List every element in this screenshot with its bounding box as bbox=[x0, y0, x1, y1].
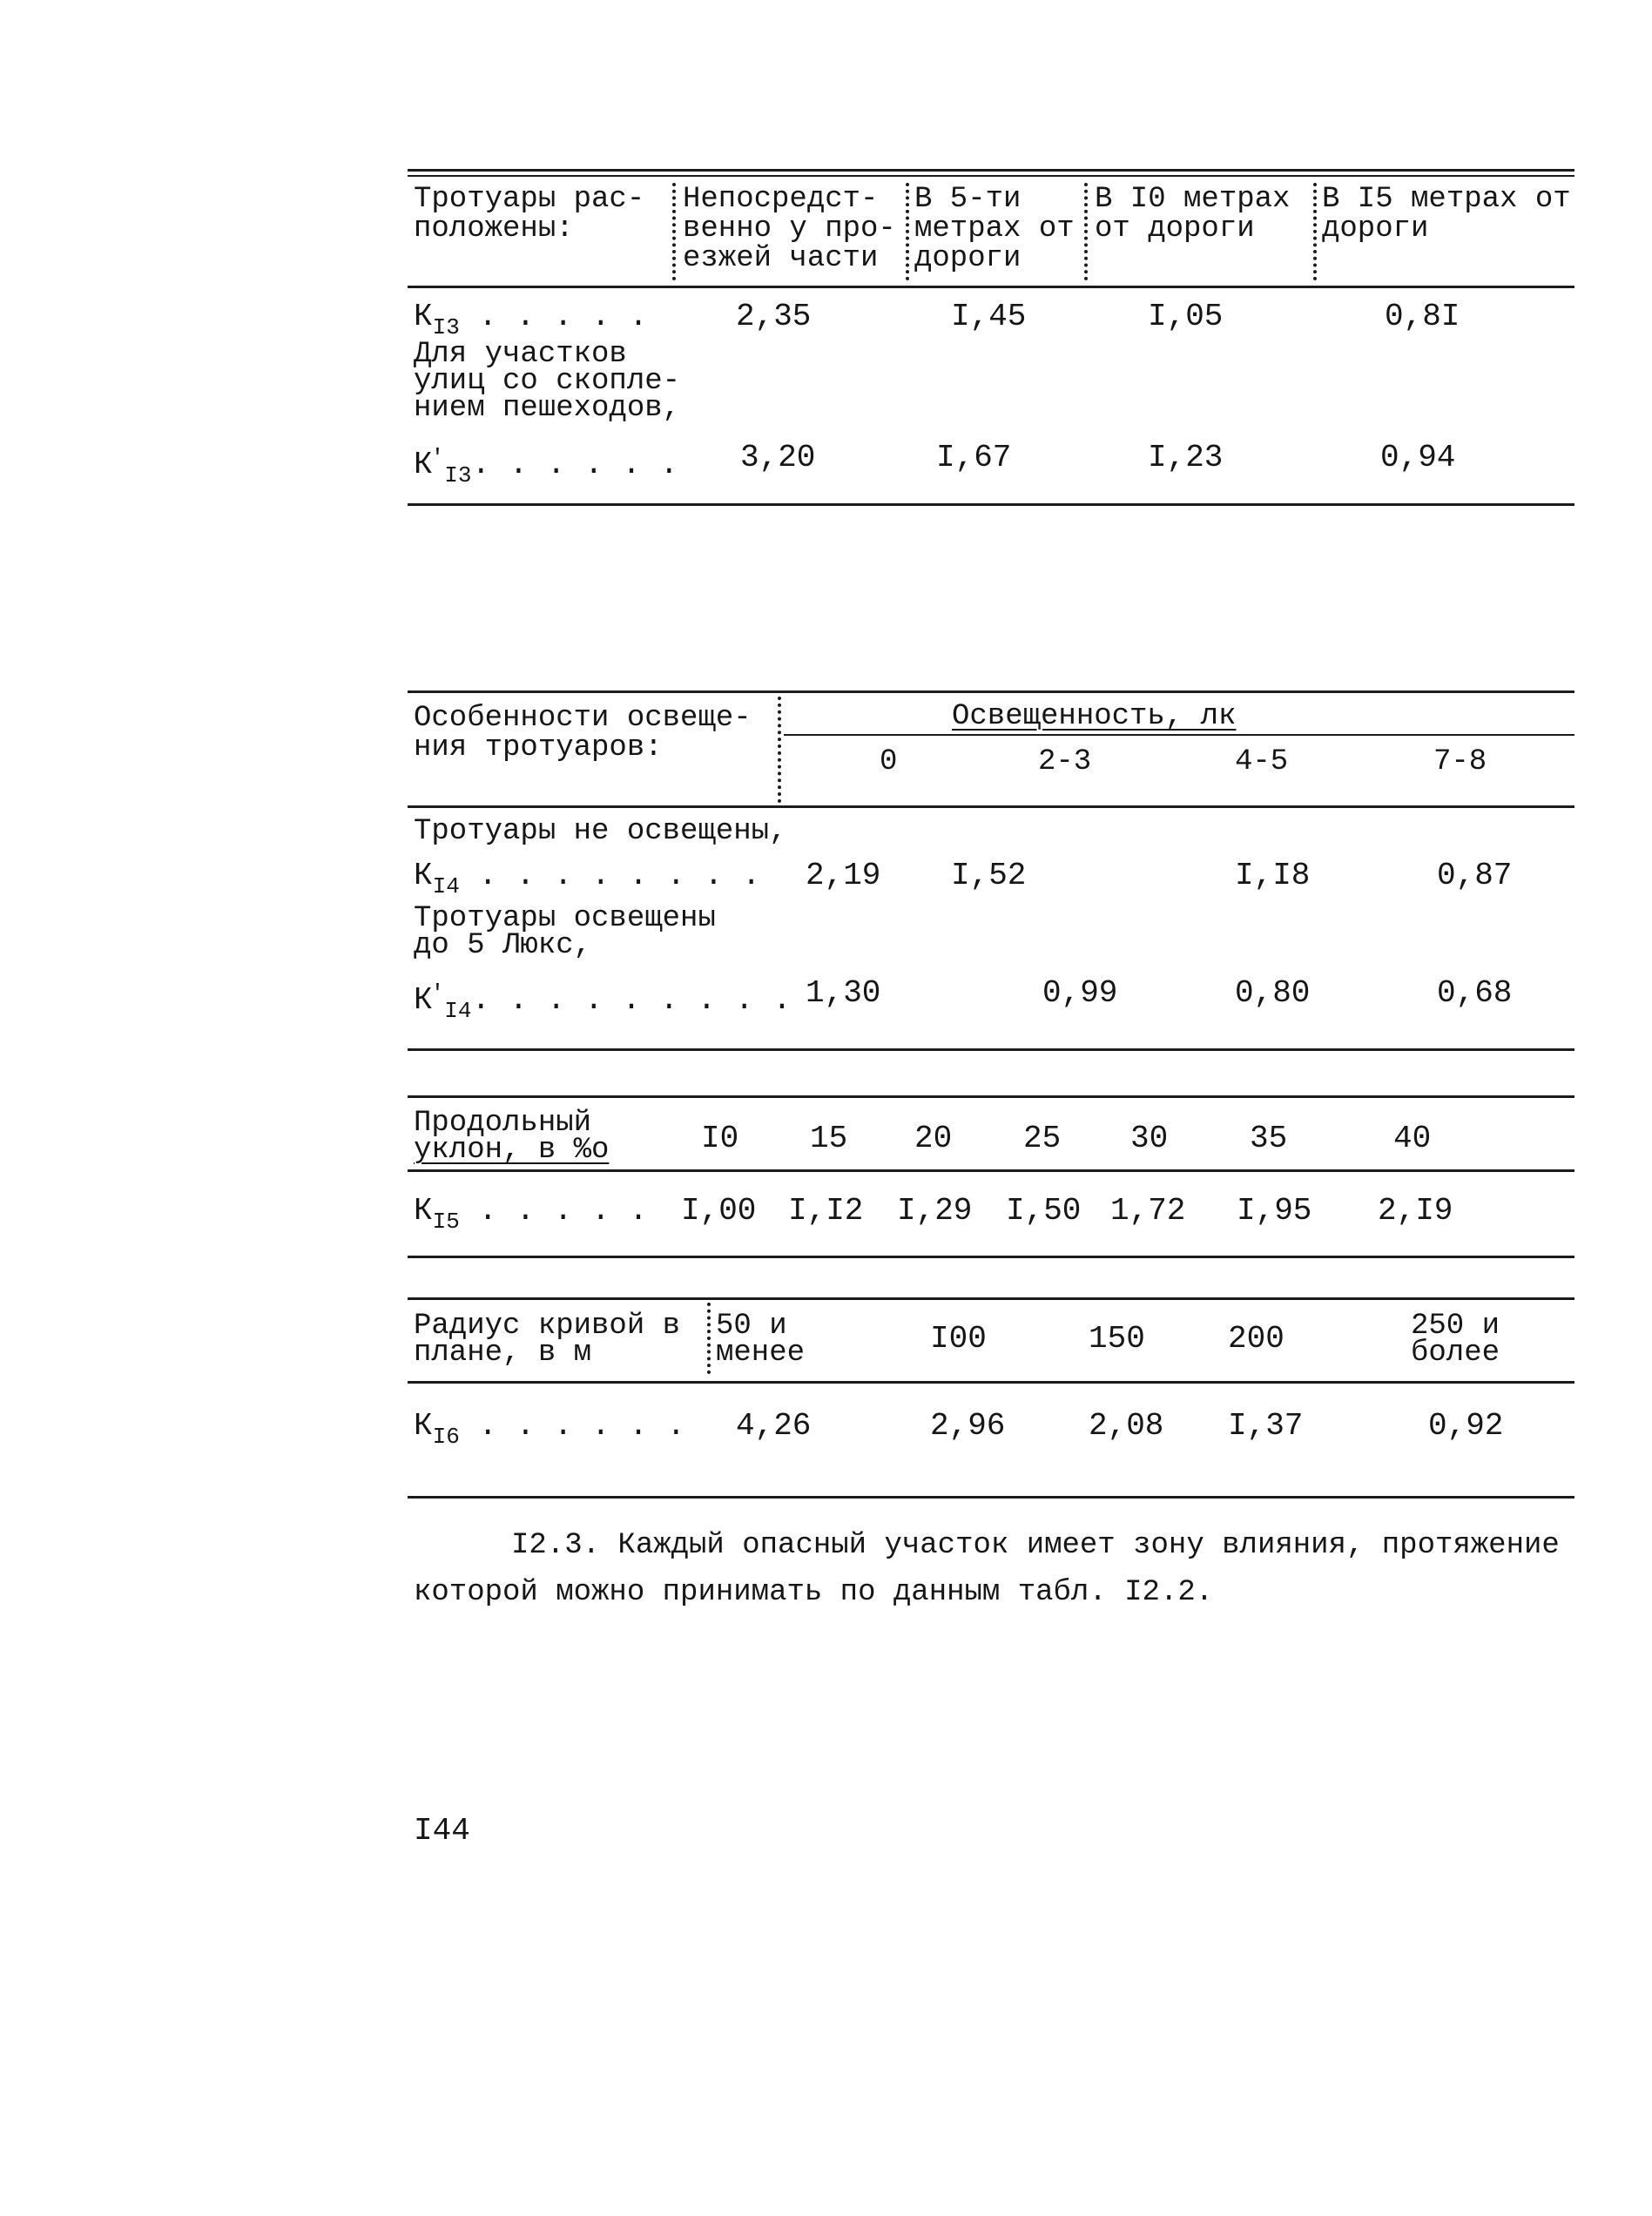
k15-col-5: 35 bbox=[1250, 1121, 1288, 1156]
k16-row-v1: 2,96 bbox=[930, 1408, 1006, 1444]
k14-col-0: 0 bbox=[880, 745, 898, 778]
k14-col-2: 4-5 bbox=[1235, 745, 1289, 778]
k13-header-col4: В I5 метрах от дороги bbox=[1322, 183, 1571, 246]
k13-row1-v3: I,05 bbox=[1148, 299, 1224, 334]
k14-col-divider bbox=[778, 697, 781, 803]
k15-col-2: 20 bbox=[914, 1121, 953, 1156]
k13-row2-label: $К'_{I3}$. . . . . . bbox=[414, 445, 679, 488]
k14-row1-v4: 0,87 bbox=[1437, 858, 1513, 893]
k13-row1-v1: 2,35 bbox=[736, 299, 812, 334]
k16-row-label: $К_{I6}$ . . . . . . bbox=[414, 1408, 686, 1450]
table-k15-bottom-rule bbox=[408, 1256, 1574, 1258]
k15-header-label: Продольный уклон, в %о bbox=[414, 1107, 610, 1167]
k14-group-rule bbox=[784, 734, 1574, 736]
k16-row-v0: 4,26 bbox=[736, 1408, 812, 1444]
k13-row2-v1: 3,20 bbox=[740, 440, 816, 475]
k14-group-header: Освещенность, лк bbox=[952, 700, 1237, 733]
k14-row1-v3: I,I8 bbox=[1235, 858, 1311, 893]
k16-row-v2: 2,08 bbox=[1089, 1408, 1164, 1444]
k16-col-4: 250 и более bbox=[1411, 1310, 1500, 1370]
k13-col-divider-1 bbox=[672, 183, 676, 280]
k14-row2-label: $К'_{I4}$. . . . . . . . . bbox=[414, 980, 792, 1024]
table-k16-header-rule bbox=[408, 1381, 1574, 1384]
k14-row1-v1: 2,19 bbox=[806, 858, 881, 893]
k14-col-3: 7-8 bbox=[1433, 745, 1487, 778]
k15-row-label: $К_{I5}$ . . . . . bbox=[414, 1193, 648, 1235]
k13-row1-v4: 0,8I bbox=[1385, 299, 1460, 334]
k15-row-v3: I,50 bbox=[1006, 1193, 1082, 1229]
body-paragraph: I2.3. Каждый опасный участок имеет зону влияния, протяжение которой можно принимать по данным табл. I2.2. bbox=[414, 1529, 1560, 1609]
k15-col-6: 40 bbox=[1393, 1121, 1432, 1156]
k14-header-col0: Особенности освеще- ния тротуаров: bbox=[414, 702, 752, 764]
k15-row-v1: I,I2 bbox=[788, 1193, 864, 1229]
k16-row-v4: 0,92 bbox=[1428, 1408, 1504, 1444]
table-k14-header-rule bbox=[408, 805, 1574, 808]
k16-header-label: Радиус кривой в плане, в м bbox=[414, 1310, 681, 1370]
table-k13-bottom-rule bbox=[408, 503, 1574, 506]
k13-col-divider-2 bbox=[906, 183, 909, 280]
k14-row2-v2: 0,99 bbox=[1042, 975, 1118, 1011]
k13-header-col1: Непосредст- венно у про- езжей части bbox=[683, 183, 896, 275]
table-k14-top-rule bbox=[408, 690, 1574, 693]
table-k13-top-rule bbox=[408, 169, 1574, 172]
k13-header-col3: В I0 метрах от дороги bbox=[1095, 183, 1291, 246]
k13-header-col0: Тротуары рас- положены: bbox=[414, 183, 645, 246]
k13-row1-label: $К_{I3}$ . . . . . bbox=[414, 299, 648, 340]
page-number: I44 bbox=[414, 1813, 470, 1849]
k15-col-1: 15 bbox=[810, 1121, 848, 1156]
k14-row1-title: Тротуары не освещены, bbox=[414, 815, 787, 848]
k14-row1-v2: I,52 bbox=[951, 858, 1027, 893]
k13-row1-v2: I,45 bbox=[951, 299, 1027, 334]
table-k16-bottom-rule bbox=[408, 1496, 1574, 1499]
table-k16-top-rule bbox=[408, 1297, 1574, 1300]
k13-header-col2: В 5-ти метрах от дороги bbox=[914, 183, 1075, 275]
k14-row2-v3: 0,80 bbox=[1235, 975, 1311, 1011]
k16-col-3: 200 bbox=[1228, 1321, 1285, 1357]
k15-row-v6: 2,I9 bbox=[1378, 1193, 1453, 1229]
table-k13-header-rule bbox=[408, 286, 1574, 288]
k13-col-divider-4 bbox=[1313, 183, 1317, 280]
k13-note: Для участков улиц со скопле- нием пешеходов, bbox=[414, 338, 681, 425]
k14-col-1: 2-3 bbox=[1038, 745, 1092, 778]
k15-row-v2: I,29 bbox=[897, 1193, 973, 1229]
table-k13-top-rule-2 bbox=[408, 175, 1574, 177]
k14-row2-title: Тротуары освещены до 5 Люкс, bbox=[414, 902, 716, 962]
k15-col-0: I0 bbox=[701, 1121, 739, 1156]
table-k14-bottom-rule bbox=[408, 1048, 1574, 1051]
k15-row-v0: I,00 bbox=[681, 1193, 757, 1229]
k15-col-4: 30 bbox=[1130, 1121, 1169, 1156]
k13-row2-v3: I,23 bbox=[1148, 440, 1224, 475]
k13-row2-v4: 0,94 bbox=[1380, 440, 1456, 475]
k13-col-divider-3 bbox=[1084, 183, 1088, 280]
k16-col-1: I00 bbox=[930, 1321, 987, 1357]
k15-col-3: 25 bbox=[1023, 1121, 1062, 1156]
k15-row-v4: 1,72 bbox=[1110, 1193, 1186, 1229]
table-k15-top-rule bbox=[408, 1095, 1574, 1098]
k16-col-divider bbox=[707, 1303, 711, 1374]
k14-row2-v1: 1,30 bbox=[806, 975, 881, 1011]
k13-row2-v2: I,67 bbox=[936, 440, 1012, 475]
k16-col-0: 50 и менее bbox=[716, 1310, 806, 1370]
k16-col-2: 150 bbox=[1089, 1321, 1145, 1357]
k14-row1-label: $К_{I4}$ . . . . . . . . bbox=[414, 858, 761, 899]
table-k15-header-rule bbox=[408, 1169, 1574, 1172]
k14-row2-v4: 0,68 bbox=[1437, 975, 1513, 1011]
k15-row-v5: I,95 bbox=[1237, 1193, 1312, 1229]
k16-row-v3: I,37 bbox=[1228, 1408, 1304, 1444]
